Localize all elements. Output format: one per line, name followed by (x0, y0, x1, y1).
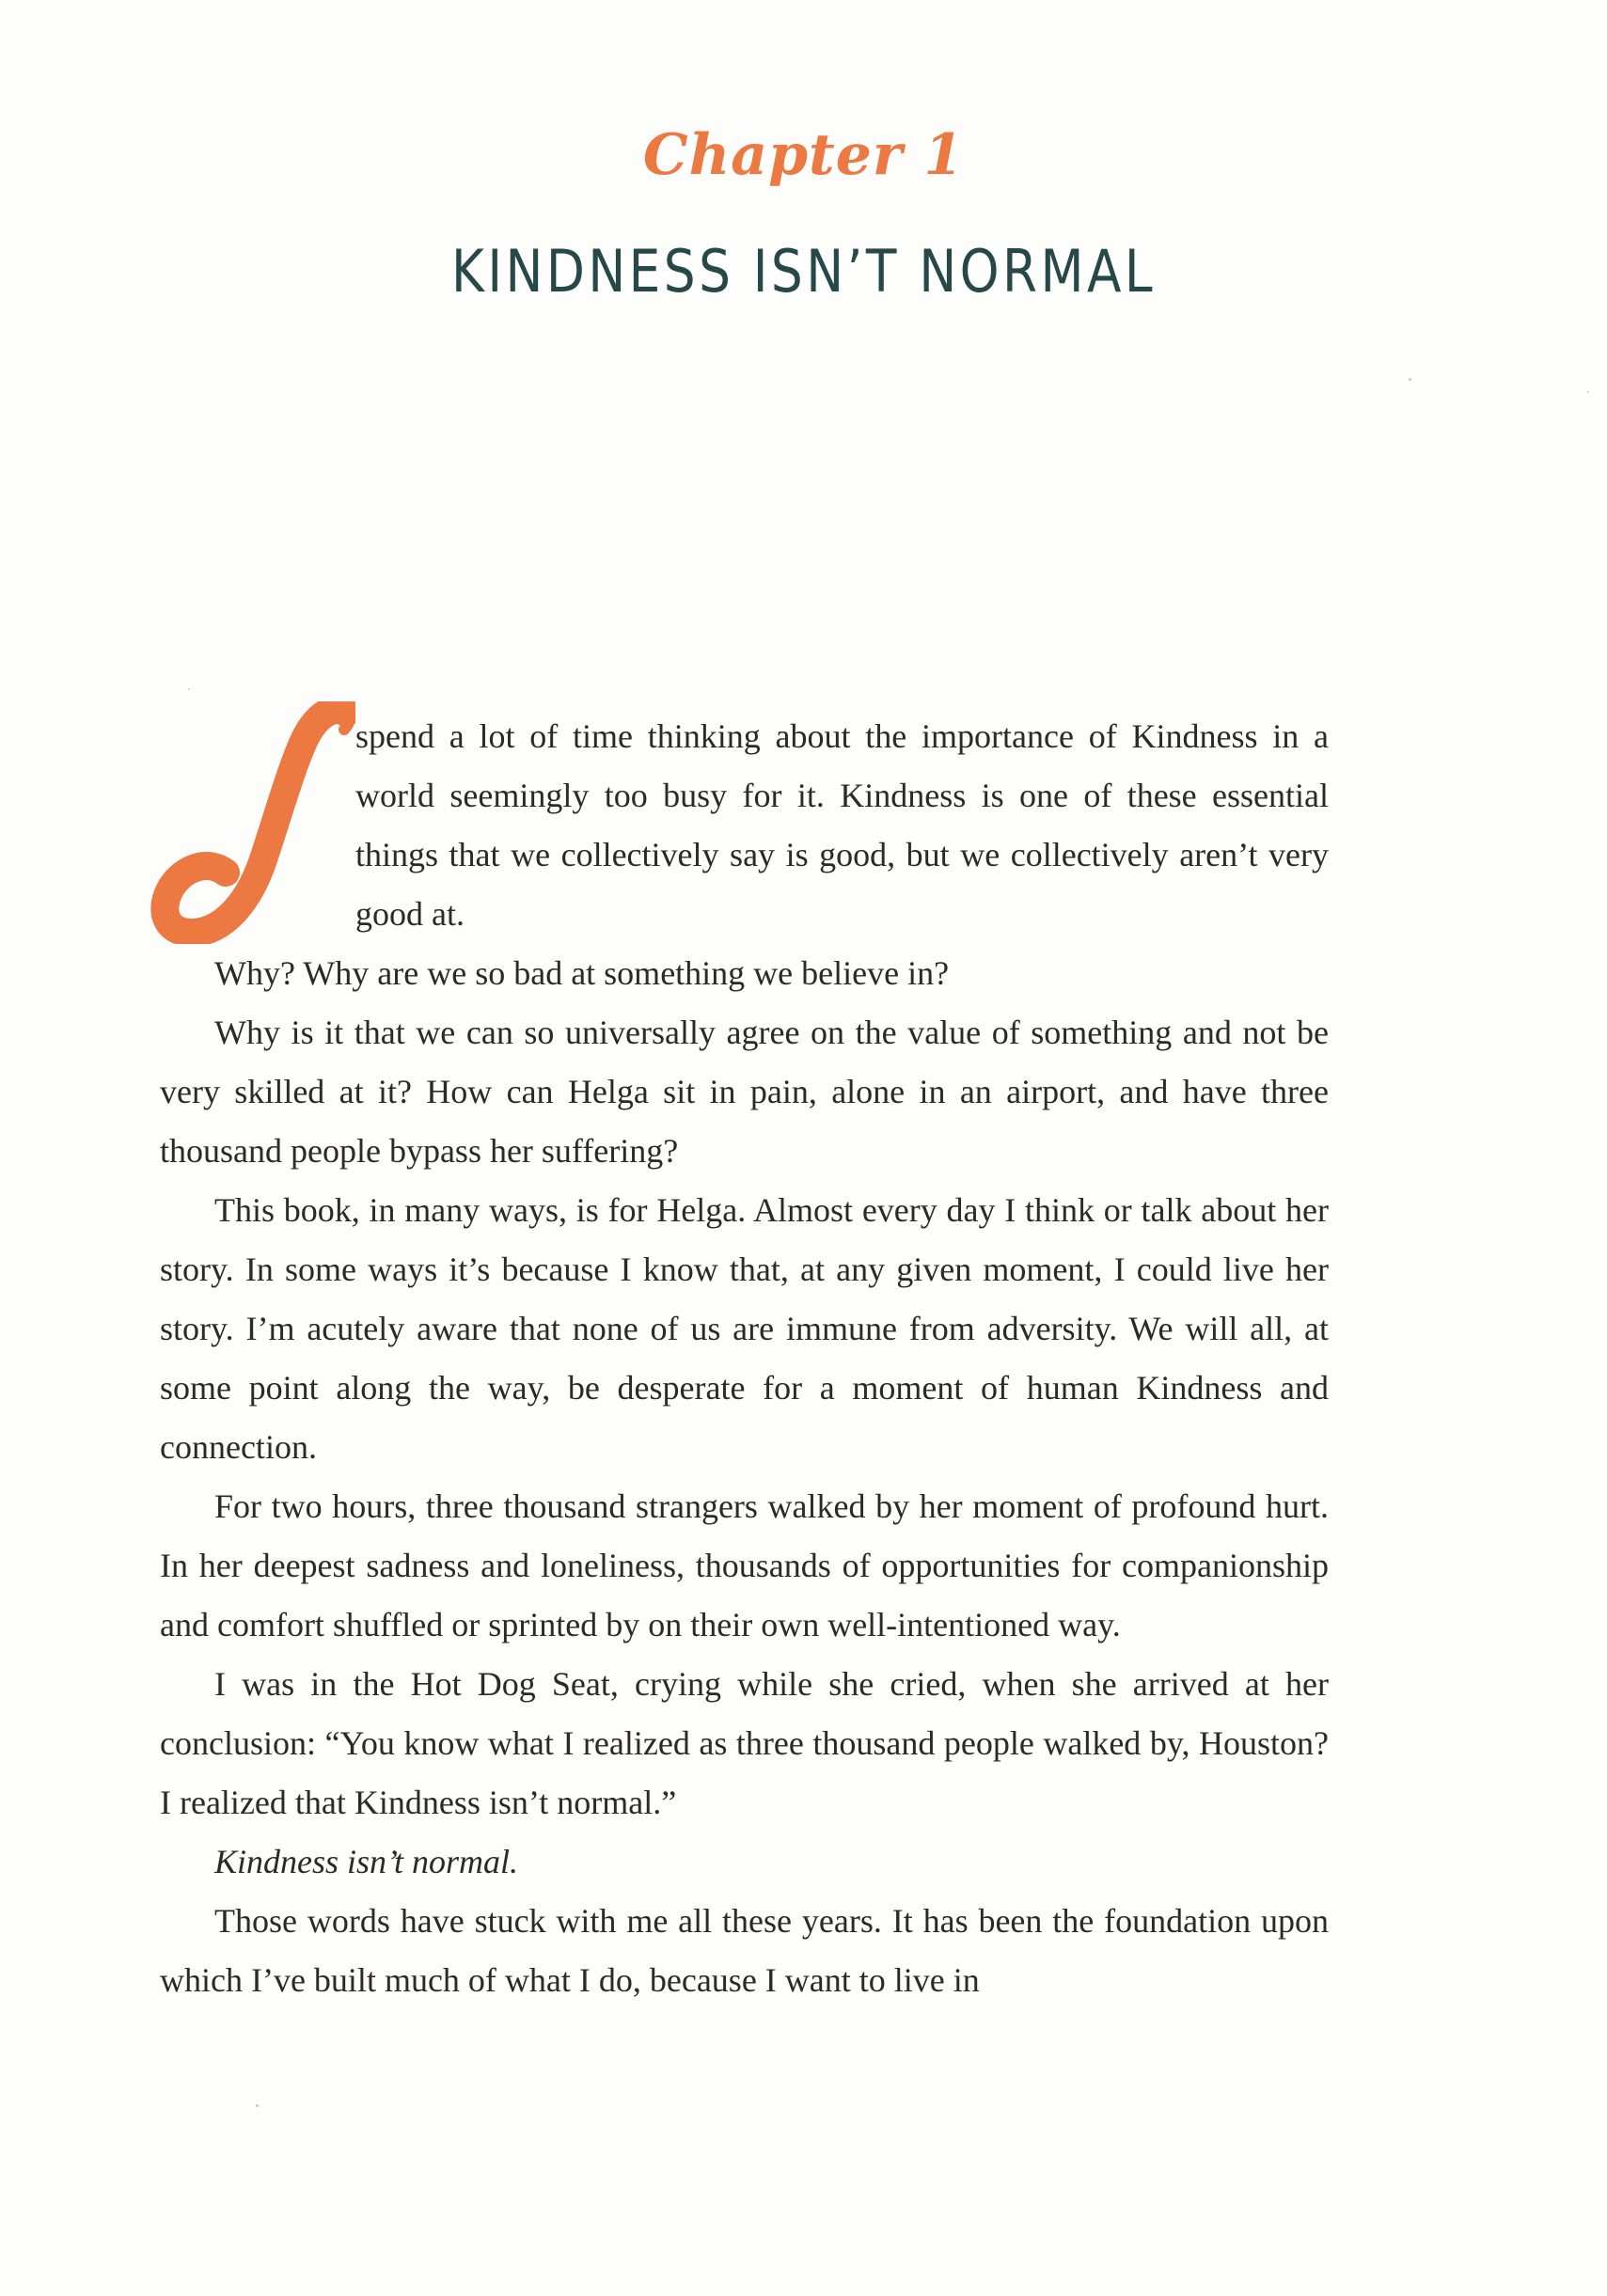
scan-speck (1409, 378, 1411, 381)
scan-speck (188, 688, 190, 690)
chapter-body (160, 707, 1329, 2010)
paragraph-8: Those words have stuck with me all these years. It has been the foundation upon which I’ve built much of what I do, because I want to live in (160, 1902, 1329, 1999)
paragraph-1-text: spend a lot of time thinking about the importance of Kindness in a world seemingly too busy for it. Kindness is one of these essential things that we collectively say is good, but we collectively aren’t very good at. (355, 717, 1329, 933)
paragraph-3: Why is it that we can so universally agree on the value of something and not be very skilled at it? How can Helga sit in pain, alone in an airport, and have three thousand people bypass her suffering? (160, 1014, 1329, 1170)
chapter-title: KINDNESS ISN’T NORMAL (450, 237, 1157, 306)
paragraph-2: Why? Why are we so bad at something we believe in? (214, 954, 950, 992)
paragraph-6: I was in the Hot Dog Seat, crying while she cried, when she arrived at her conclusion: “You know what I realized as three thousand people walked by, Houston? I realized that Kindness isn’t normal.” (160, 1665, 1329, 1821)
scan-speck (256, 2104, 259, 2107)
paragraph-4: This book, in many ways, is for Helga. Almost every day I think or talk about her story. In some ways it’s because I know that, at any given moment, I could live her story. I’m acutely aware that none of us are immune from adversity. We will all, at some point along the way, be desperate for a moment of human Kindness and connection. (160, 1191, 1329, 1466)
paragraph-5: For two hours, three thousand strangers walked by her moment of profound hurt. In her deepest sadness and loneliness, thousands of opportunities for companionship and comfort shuffled or sprinted by on their own well-intentioned way. (160, 1487, 1329, 1643)
paragraph-7: Kindness isn’t normal. (214, 1843, 519, 1880)
scan-speck (1587, 391, 1589, 393)
chapter-label: Chapter 1 (642, 122, 965, 188)
dropcap-glyph (150, 701, 355, 944)
paragraph-1 (160, 707, 1329, 944)
dropcap (150, 707, 355, 944)
